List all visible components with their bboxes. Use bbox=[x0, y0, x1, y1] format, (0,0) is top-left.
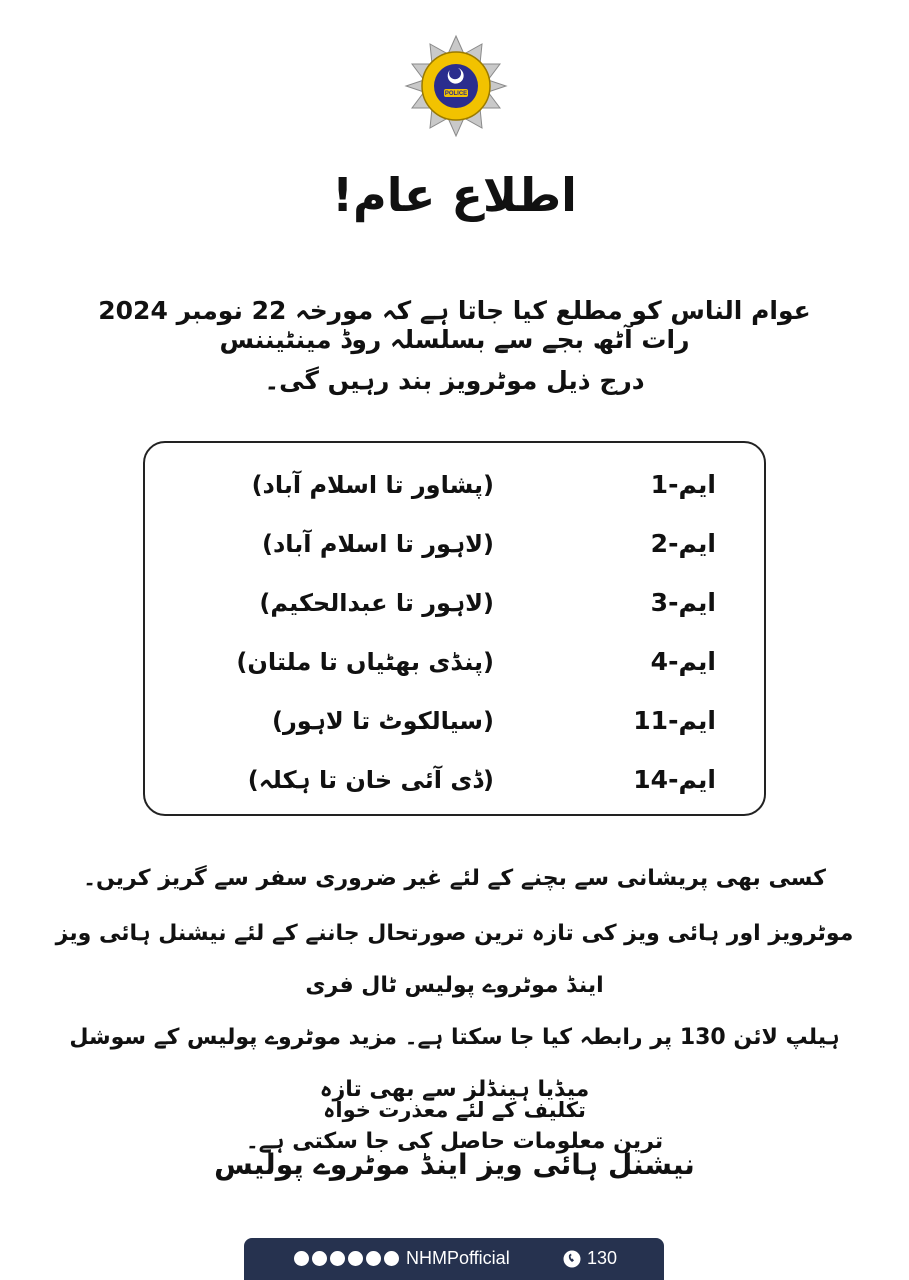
nhmp-logo bbox=[404, 34, 508, 138]
travel-advice: کسی بھی پریشانی سے بچنے کے لئے غیر ضروری سفر سے گریز کریں۔ bbox=[83, 866, 826, 891]
route-name: (پنڈی بھٹیاں تا ملتان) bbox=[236, 648, 494, 676]
route-name: (لاہور تا عبدالحکیم) bbox=[259, 589, 494, 617]
facebook-icon[interactable] bbox=[312, 1251, 327, 1266]
helpline-number[interactable]: 130 bbox=[587, 1248, 618, 1268]
route-code: ایم-3 bbox=[650, 588, 716, 617]
helpline-paragraph bbox=[40, 908, 869, 1168]
web-icon[interactable] bbox=[348, 1251, 363, 1266]
notice-title: اطلاع عام! bbox=[332, 168, 577, 222]
tiktok-icon[interactable] bbox=[384, 1251, 399, 1266]
footer-bar bbox=[244, 1238, 664, 1280]
signature: نیشنل ہائی ویز اینڈ موٹروے پولیس bbox=[214, 1148, 695, 1181]
route-name: (پشاور تا اسلام آباد) bbox=[251, 471, 494, 499]
instagram-icon[interactable] bbox=[330, 1251, 345, 1266]
route-row bbox=[145, 760, 764, 800]
closed-motorways-box bbox=[143, 441, 766, 816]
youtube-icon[interactable] bbox=[366, 1251, 381, 1266]
paragraph-line-3: ترین معلومات حاصل کی جا سکتی ہے۔ bbox=[245, 1129, 664, 1154]
route-row bbox=[145, 642, 764, 682]
route-row bbox=[145, 583, 764, 623]
paragraph-line-1: موٹرویز اور ہائی ویز کی تازہ ترین صورتحال جاننے کے لئے نیشنل ہائی ویز اینڈ موٹروے پولیس ٹال فری bbox=[55, 921, 854, 998]
route-code: ایم-11 bbox=[633, 706, 716, 735]
intro-line-2: درج ذیل موٹرویز بند رہیں گی۔ bbox=[264, 366, 645, 395]
paragraph-line-2: ہیلپ لائن 130 پر رابطہ کیا جا سکتا ہے۔ مزید موٹروے پولیس کے سوشل میڈیا ہینڈلز سے بھی تازہ bbox=[69, 1025, 840, 1102]
svg-text:POLICE: POLICE bbox=[444, 91, 468, 97]
route-code: ایم-2 bbox=[650, 529, 716, 558]
regret-line: تکلیف کے لئے معذرت خواہ bbox=[323, 1098, 586, 1122]
social-handle[interactable]: NHMPofficial bbox=[406, 1248, 510, 1268]
route-name: (ڈی آئی خان تا ہکلہ) bbox=[247, 766, 494, 794]
phone-icon bbox=[563, 1250, 581, 1268]
route-row bbox=[145, 524, 764, 564]
route-row bbox=[145, 465, 764, 505]
intro-line-1: عوام الناس کو مطلع کیا جاتا ہے کہ مورخہ 22 نومبر 2024 رات آٹھ بجے سے بسلسلہ روڈ مینٹیننس bbox=[98, 296, 811, 354]
route-code: ایم-4 bbox=[650, 647, 716, 676]
route-name: (سیالکوٹ تا لاہور) bbox=[271, 707, 494, 735]
route-code: ایم-14 bbox=[633, 765, 716, 794]
route-row bbox=[145, 701, 764, 741]
route-code: ایم-1 bbox=[650, 470, 716, 499]
route-name: (لاہور تا اسلام آباد) bbox=[261, 530, 494, 558]
twitter-icon[interactable] bbox=[294, 1251, 309, 1266]
